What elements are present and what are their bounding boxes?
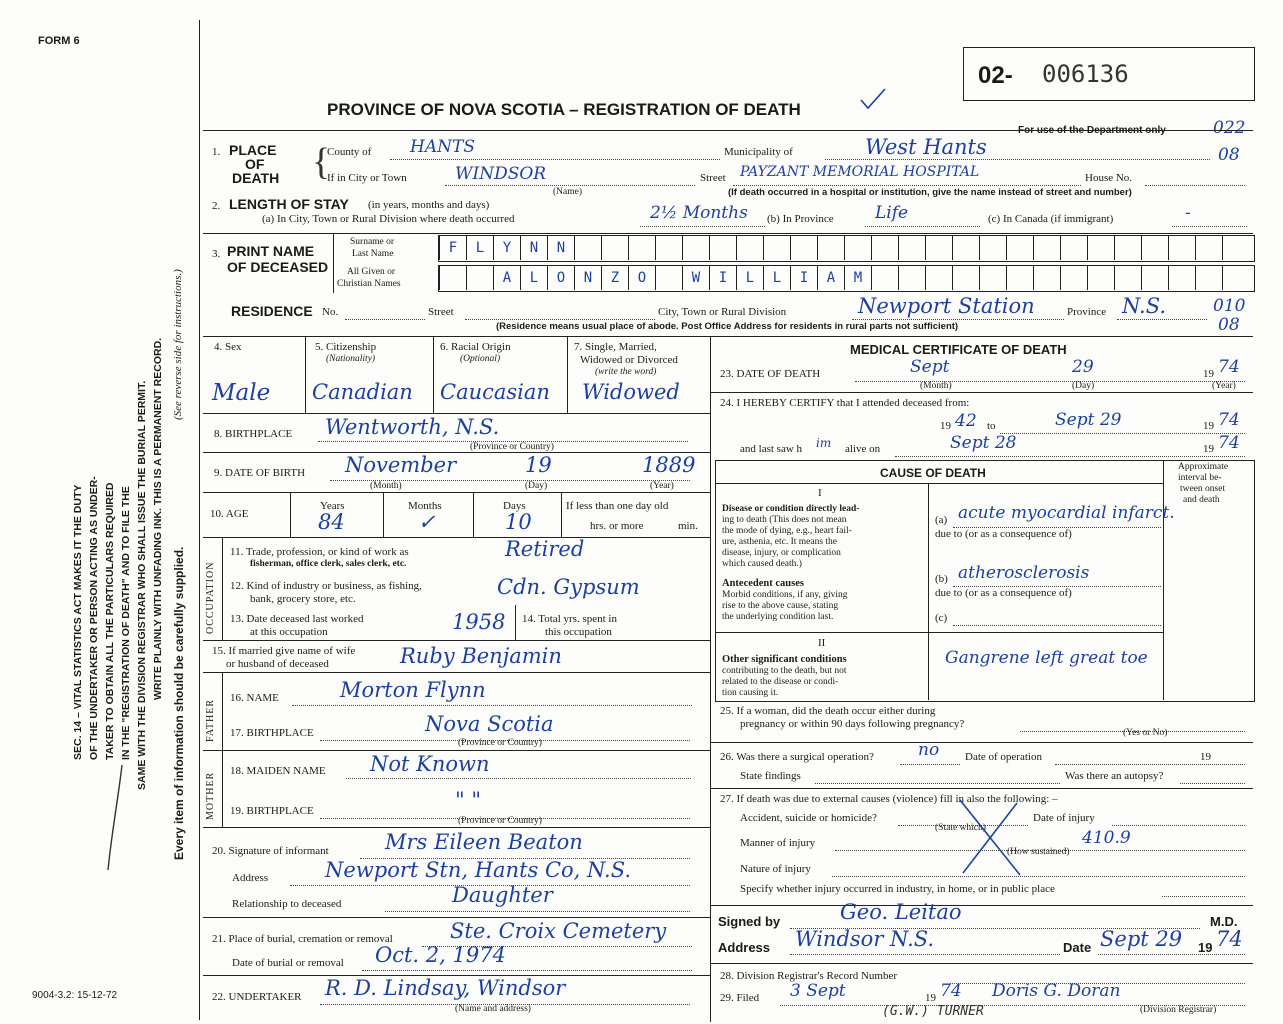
attended-from-value: 42 [955,411,977,431]
interval-label-2: interval be- [1178,473,1222,483]
citizenship-sub: (Nationality) [326,354,376,364]
marital-label-2: Widowed or Divorced [580,354,678,366]
signed-by-label: Signed by [718,914,781,929]
given-letter: L [736,266,763,290]
surgery-label: 26. Was there a surgical operation? [720,751,874,763]
birthplace-caption: (Province or Country) [470,442,554,452]
given-letter: Z [601,266,628,290]
municipality-value: West Hants [865,135,987,159]
filed-date-value: 3 Sept [790,981,846,1001]
age-label: 10. AGE [210,508,249,520]
house-no-label: House No. [1085,172,1133,184]
spouse-value: Ruby Benjamin [400,644,562,668]
antecedent-label-4: the underlying condition last. [722,612,834,622]
part-two-label: II [818,637,826,649]
side-text-line-3: TAKER TO OBTAIN ALL THE PARTICULARS REQUIRED [104,482,116,760]
relationship-label: Relationship to deceased [232,898,342,910]
autopsy-label: Was there an autopsy? [1065,770,1164,782]
cause-b-label: (b) [935,573,948,585]
sex-label: 4. Sex [214,341,242,353]
print-name-number: 3. [212,248,221,260]
father-birthplace-caption: (Province or Country) [458,738,542,748]
father-birthplace-value: Nova Scotia [425,712,554,736]
certify-label: 24. I HEREBY CERTIFY that I attended deceased from: [720,397,970,409]
cause-a-label: (a) [935,514,948,526]
residence-province-label: Province [1067,306,1107,318]
industry-value: Cdn. Gypsum [497,575,640,599]
race-sub: (Optional) [460,354,501,364]
stay-canada-value: - [1185,203,1191,223]
attended-from-prefix: 19 [940,420,951,432]
burial-date-label: Date of burial or removal [232,957,344,969]
side-text-reverse: (See reverse side for instructions.) [172,269,184,420]
physician-address-label: Address [718,940,771,955]
given-letter [655,266,682,290]
interval-label-4: and death [1183,495,1220,505]
informant-address-label: Address [232,872,269,884]
other-label-4: tion causing it. [722,688,779,698]
attended-to-year-value: 74 [1218,410,1240,430]
less-day-label: If less than one day old [566,500,669,512]
father-name-label: 16. NAME [230,692,279,704]
other-conditions-value: Gangrene left great toe [945,648,1148,668]
spouse-label-1: 15. If married give name of wife [212,645,356,657]
side-text-line-4: IN THE "REGISTRATION OF DEATH" AND TO FILE THE [120,486,132,760]
margin-pen-mark [100,760,130,880]
father-birthplace-label: 17. BIRTHPLACE [230,727,314,739]
given-letter: L [763,266,790,290]
spouse-label-2: or husband of deceased [226,658,329,670]
side-text-line-2: OF THE UNDERTAKER OR PERSON ACTING AS UNDER- [88,476,100,760]
stay-province-value: Life [875,203,909,223]
dob-year-value: 1889 [642,453,696,477]
disease-label-6: which caused death.) [722,559,802,569]
dob-month-value: November [345,453,457,477]
place-label-3: DEATH [232,170,280,186]
residence-street-label: Street [428,306,454,318]
place-label-2: OF [245,156,265,172]
medical-certificate-title: MEDICAL CERTIFICATE OF DEATH [850,342,1067,357]
filed-label: 29. Filed [720,992,760,1004]
physician-signature: Geo. Leitao [840,900,962,924]
informant-value: Mrs Eileen Beaton [385,830,583,854]
attended-to-value: Sept 29 [1055,410,1122,430]
state-which-caption: (State which) [935,823,986,833]
given-letter: M [844,266,871,290]
dod-month-value: Sept [910,357,950,377]
residence-city-label: City, Town or Rural Division [658,306,787,318]
informant-label: 20. Signature of informant [212,845,329,857]
mother-maiden-value: Not Known [370,752,490,776]
mother-maiden-label: 18. MAIDEN NAME [230,765,326,777]
given-letter: N [574,266,601,290]
last-saw-year-value: 74 [1218,433,1240,453]
interval-label-1: Approximate [1178,462,1229,472]
last-saw-label: and last saw h [740,443,803,455]
sex-value: Male [212,380,271,406]
age-months-label: Months [408,500,442,512]
dob-year-caption: (Year) [650,481,674,491]
place-number: 1. [212,146,221,158]
father-side-label: FATHER [205,698,216,742]
side-text-line-6: WRITE PLAINLY WITH UNFADING INK. THIS IS A PERMANENT RECORD. [152,337,164,700]
physician-year-value: 74 [1216,927,1243,951]
place-label-1: PLACE [229,142,277,158]
last-saw-date-value: Sept 28 [950,433,1017,453]
dod-year-caption: (Year) [1212,381,1236,391]
injury-date-label: Date of injury [1033,812,1095,824]
department-code-4: 08 [1218,315,1240,335]
operation-year-prefix: 19 [1200,751,1211,763]
stay-province-label: (b) In Province [767,213,834,225]
surname-letter: F [439,236,466,260]
burial-place-label: 21. Place of burial, cremation or removal [212,933,393,945]
undertaker-label: 22. UNDERTAKER [212,991,302,1003]
alive-on-label: alive on [845,443,881,455]
surname-letter: Y [493,236,520,260]
side-text-line-5: SAME WITH THE DIVISION REGISTRAR WHO SHALL ISSUE THE BURIAL PERMIT. [136,380,148,790]
filed-year-prefix: 19 [925,992,936,1004]
burial-date-value: Oct. 2, 1974 [375,943,506,967]
pregnancy-label-2: pregnancy or within 90 days following pregnancy? [740,718,965,730]
stay-number: 2. [212,200,221,212]
nature-label: Nature of injury [740,863,811,875]
disease-label-2: ing to death (This does not mean [722,515,847,525]
undertaker-value: R. D. Lindsay, Windsor [325,976,566,1000]
department-code-3: 010 [1213,296,1246,316]
street-value: PAYZANT MEMORIAL HOSPITAL [740,164,980,180]
cause-b-value: atherosclerosis [958,563,1090,583]
other-label-3: related to the disease or condi- [722,677,839,687]
mother-birthplace-label: 19. BIRTHPLACE [230,805,314,817]
marital-label-1: 7. Single, Married, [574,341,657,353]
age-days-label: Days [503,500,526,512]
marital-label-3: (write the word) [595,367,657,377]
given-label-1: All Given or [347,267,396,277]
dob-label: 9. DATE OF BIRTH [214,467,306,479]
total-years-label-2: this occupation [545,626,612,638]
disease-label-5: disease, injury, or complication [722,548,841,558]
race-value: Caucasian [440,380,550,404]
burial-place-value: Ste. Croix Cemetery [450,919,667,943]
pregnancy-label-1: 25. If a woman, did the death occur either during [720,705,936,717]
dod-year-value: 74 [1218,357,1240,377]
physician-address-value: Windsor N.S. [795,927,935,951]
given-letter: O [628,266,655,290]
last-saw-year-prefix: 19 [1203,443,1214,455]
father-name-value: Morton Flynn [340,678,486,702]
county-label: County of [327,146,372,158]
dod-day-caption: (Day) [1072,381,1095,391]
min-label: min. [678,520,698,532]
registration-number: 006136 [1042,60,1129,88]
surname-label-2: Last Name [352,249,394,259]
print-code: 9004-3.2: 15-12-72 [32,990,118,1001]
industry-label-1: 12. Kind of industry or business, as fishing, [230,580,422,592]
stay-title: LENGTH OF STAY [229,196,349,212]
surgery-value: no [918,740,940,760]
findings-label: State findings [740,770,801,782]
attended-to-label: to [987,420,996,432]
antecedent-label-3: rise to the above cause, stating [722,601,839,611]
disease-label-3: the mode of dying, e.g., heart fail- [722,526,852,536]
stay-subtitle: (in years, months and days) [368,199,490,211]
disease-label-4: ure, asthenia, etc. It means the [722,537,838,547]
dod-day-value: 29 [1072,357,1094,377]
dod-year-prefix: 19 [1203,368,1214,380]
given-letter: A [493,266,520,290]
accident-label: Accident, suicide or homicide? [740,812,877,824]
citizenship-value: Canadian [312,380,413,404]
age-years-label: Years [320,500,345,512]
form-number: FORM 6 [38,35,80,47]
filed-year-value: 74 [940,981,962,1001]
name-caption: (Name) [553,187,583,197]
mother-side-label: MOTHER [205,771,216,820]
dod-month-caption: (Month) [920,381,952,391]
due-to-label-2: due to (or as a consequence of) [935,587,1072,599]
attended-to-year-prefix: 19 [1203,420,1214,432]
total-years-label-1: 14. Total yrs. spent in [522,613,617,625]
strike-cross-mark [955,795,1025,880]
form-title: PROVINCE OF NOVA SCOTIA – REGISTRATION OF DEATH [327,100,801,119]
last-worked-value: 1958 [452,610,506,634]
dob-month-caption: (Month) [370,481,402,491]
street-label: Street [700,172,726,184]
residence-note: (Residence means usual place of abode. Post Office Address for residents in rural parts not sufficient) [496,321,959,332]
department-use-label: For use of the Department only [1018,125,1166,136]
stay-city-label: (a) In City, Town or Rural Division where death occurred [262,213,515,225]
cause-of-death-title: CAUSE OF DEATH [880,466,986,480]
dob-day-caption: (Day) [525,481,548,491]
mother-birthplace-caption: (Province or Country) [458,816,542,826]
stay-canada-label: (c) In Canada (if immigrant) [988,213,1114,225]
side-text-every-item: Every item of information should be carefully supplied. [172,546,186,860]
city-value: WINDSOR [455,164,547,184]
municipality-label: Municipality of [724,146,793,158]
due-to-label-1: due to (or as a consequence of) [935,528,1072,540]
antecedent-label-1: Antecedent causes [722,578,804,589]
record-number-label: 28. Division Registrar's Record Number [720,970,898,982]
birthplace-label: 8. BIRTHPLACE [214,428,293,440]
physician-date-value: Sept 29 [1100,927,1183,951]
given-letter: A [817,266,844,290]
race-label: 6. Racial Origin [440,341,511,353]
print-name-label-1: PRINT NAME [227,243,315,259]
operation-date-label: Date of operation [965,751,1042,763]
trade-label-1: 11. Trade, profession, or kind of work as [230,546,409,558]
physician-date-label: Date [1063,940,1092,955]
last-saw-him: im [816,436,832,450]
part-one-label: I [818,487,822,499]
age-days-value: 10 [505,510,532,534]
cause-a-value: acute myocardial infarct. [958,503,1175,523]
residence-city-value: Newport Station [858,294,1035,318]
age-months-value: ✓ [418,510,436,534]
yes-no-caption: (Yes or No) [1123,728,1168,738]
marital-value: Widowed [582,380,680,404]
interval-label-3: tween onset [1180,484,1226,494]
external-causes-label: 27. If death was due to external causes (violence) fill in also the following: – [720,793,1058,805]
residence-province-value: N.S. [1122,294,1167,318]
surname-letter-row [438,235,1255,262]
center-divider [710,336,711,1022]
trade-label-2: fisherman, office clerk, sales clerk, etc. [250,559,407,569]
manner-label: Manner of injury [740,837,816,849]
registrar-caption: (Division Registrar) [1140,1005,1217,1015]
date-of-death-label: 23. DATE OF DEATH [720,368,821,380]
given-letter: W [682,266,709,290]
surname-letter: L [466,236,493,260]
residence-label: RESIDENCE [231,303,313,319]
last-worked-label-2: at this occupation [250,626,328,638]
birthplace-value: Wentworth, N.S. [325,415,500,439]
md-label: M.D. [1210,914,1238,929]
other-label-2: contributing to the death, but not [722,666,847,676]
given-letter-row [438,265,1255,292]
side-text-line-1: SEC. 14 – VITAL STATISTICS ACT MAKES IT THE DUTY [72,484,84,760]
residence-no-label: No. [322,306,339,318]
hospital-note: (If death occurred in a hospital or institution, give the name instead of street and number) [728,187,1132,198]
city-town-label: If in City or Town [327,172,407,184]
mother-birthplace-value: " " [455,788,481,812]
print-name-label-2: OF DECEASED [227,259,329,275]
age-years-value: 84 [318,510,345,534]
disease-label-1: Disease or condition directly lead- [722,504,860,514]
given-letter: L [520,266,547,290]
given-letter: I [709,266,736,290]
relationship-value: Daughter [452,883,553,907]
other-label-1: Other significant conditions [722,654,847,665]
stay-city-value: 2½ Months [650,203,748,223]
registrar-signature: Doris G. Doran [992,981,1121,1001]
last-worked-label-1: 13. Date deceased last worked [230,613,364,625]
check-mark-icon [858,86,888,112]
how-sustained-caption: (How sustained) [1007,847,1070,857]
given-letter: I [790,266,817,290]
left-margin-line [199,20,200,1020]
surname-label-1: Surname or [350,237,395,247]
department-code-2: 08 [1218,145,1240,165]
cause-c-label: (c) [935,612,948,624]
surname-letter: N [547,236,574,260]
trade-value: Retired [505,537,585,561]
industry-label-2: bank, grocery store, etc. [250,593,356,605]
specify-label: Specify whether injury occurred in industry, in home, or in public place [740,883,1055,895]
citizenship-label: 5. Citizenship [315,341,377,353]
classification-code-value: 410.9 [1082,828,1131,848]
surname-letter: N [520,236,547,260]
registrar-stamp: (G.W.) TURNER [882,1004,984,1019]
undertaker-caption: (Name and address) [455,1004,531,1014]
antecedent-label-2: Morbid conditions, if any, giving [722,590,848,600]
county-value: HANTS [410,137,475,157]
informant-address-value: Newport Stn, Hants Co, N.S. [325,858,632,882]
given-letter: O [547,266,574,290]
given-label-2: Christian Names [337,279,401,289]
occupation-side-label: OCCUPATION [205,561,216,634]
physician-year-prefix: 19 [1198,940,1213,955]
department-code-1: 022 [1213,118,1246,138]
hrs-label: hrs. or more [590,520,644,532]
registration-prefix: 02- [978,62,1013,89]
dob-day-value: 19 [525,453,552,477]
